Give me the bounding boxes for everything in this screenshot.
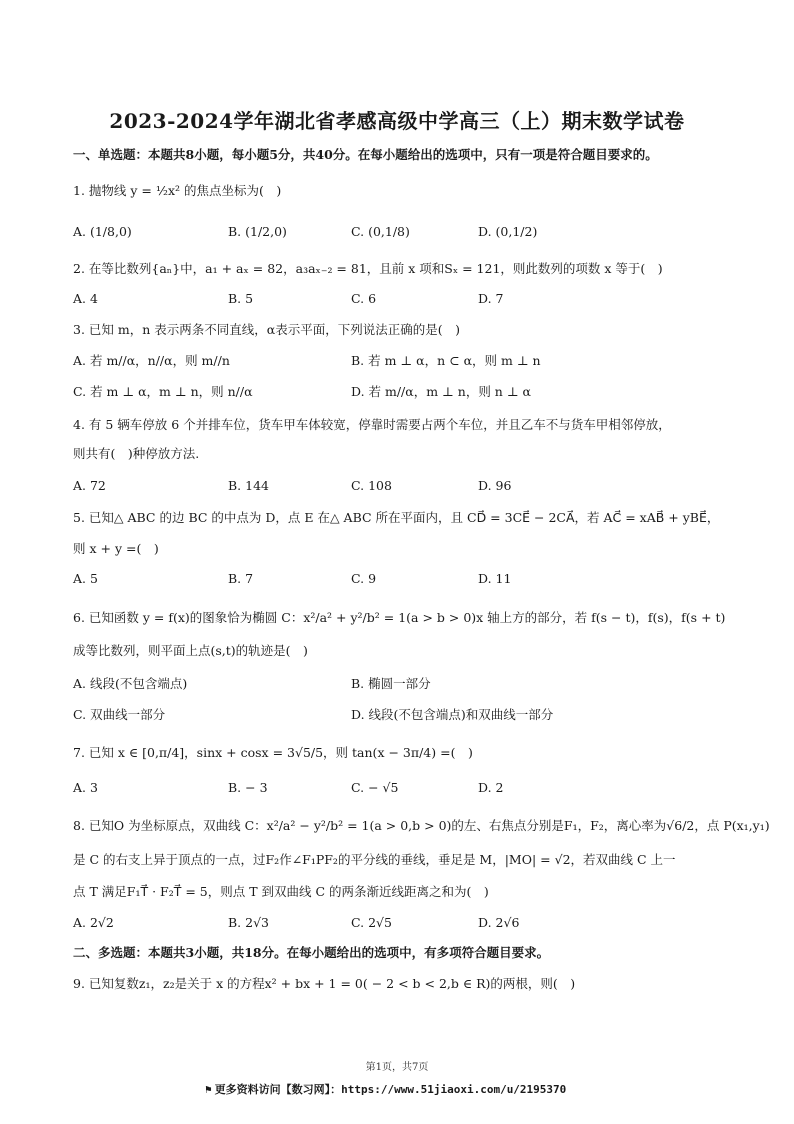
resource-banner-text: 更多资料访问【数习网】：https://www.51jiaoxi.com/u/2195370 — [214, 1083, 567, 1096]
q4-option-b: B. 144 — [228, 478, 269, 493]
q2-option-d: D. 7 — [478, 291, 504, 306]
q5-option-a: A. 5 — [73, 571, 98, 586]
flag-icon: ⚑ — [205, 1083, 212, 1096]
question-8-stem-line-3: 点 T 满足F₁T⃗ · F₂T⃗ = 5，则点 T 到双曲线 C 的两条渐近线距离之和为( ) — [73, 884, 489, 899]
question-5-stem-line-1: 5. 已知△ ABC 的边 BC 的中点为 D，点 E 在△ ABC 所在平面内，且 CD⃗ = 3CE⃗ − 2CA⃗，若 AC⃗ = xAB⃗ + yBE⃗， — [73, 510, 720, 525]
question-8-stem-line-2: 是 C 的右支上异于顶点的一点，过F₂作∠F₁PF₂的平分线的垂线，垂足是 M，|MO| = √2，若双曲线 C 上一 — [73, 852, 676, 867]
q8-option-d: D. 2√6 — [478, 915, 520, 930]
q4-option-d: D. 96 — [478, 478, 512, 493]
q6-option-c: C. 双曲线一部分 — [73, 707, 166, 722]
q2-option-c: C. 6 — [351, 291, 377, 306]
section-heading-multiple-choice: 二、多选题：本题共3小题，共18分。在每小题给出的选项中，有多项符合题目要求。 — [73, 945, 550, 960]
q3-option-a: A. 若 m//α，n//α，则 m//n — [73, 353, 230, 368]
page-title: 2023-2024学年湖北省孝感高级中学高三（上）期末数学试卷 — [109, 109, 685, 133]
question-5-stem-line-2: 则 x + y =( ) — [73, 541, 159, 556]
q6-option-b: B. 椭圆一部分 — [351, 676, 431, 691]
question-8-stem-line-1: 8. 已知O 为坐标原点，双曲线 C：x²/a² − y²/b² = 1(a > 0,b > 0)的左、右焦点分别是F₁，F₂，离心率为√6/2，点 P(x₁,y₁) — [73, 818, 770, 833]
q1-option-a: A. (1/8,0) — [73, 224, 132, 239]
q1-option-c: C. (0,1/8) — [351, 224, 410, 239]
q4-option-a: A. 72 — [73, 478, 106, 493]
q5-option-d: D. 11 — [478, 571, 512, 586]
q8-option-c: C. 2√5 — [351, 915, 392, 930]
section-heading-single-choice: 一、单选题：本题共8小题，每小题5分，共40分。在每小题给出的选项中，只有一项是符合题目要求的。 — [73, 147, 658, 162]
question-3-stem: 3. 已知 m，n 表示两条不同直线，α表示平面，下列说法正确的是( ) — [73, 322, 460, 337]
question-2-stem: 2. 在等比数列{aₙ}中，a₁ + aₓ = 82，a₃aₓ₋₂ = 81，且前 x 项和Sₓ = 121，则此数列的项数 x 等于( ) — [73, 261, 663, 276]
q6-option-a: A. 线段(不包含端点) — [73, 676, 188, 691]
q1-option-b: B. (1/2,0) — [228, 224, 287, 239]
question-6-stem-line-1: 6. 已知函数 y = f(x)的图象恰为椭圆 C：x²/a² + y²/b² = 1(a > b > 0)x 轴上方的部分，若 f(s − t)，f(s)，f(s + t) — [73, 610, 726, 625]
q4-option-c: C. 108 — [351, 478, 392, 493]
q1-option-d: D. (0,1/2) — [478, 224, 538, 239]
question-4-stem-line-2: 则共有( )种停放方法. — [73, 446, 200, 461]
question-7-stem: 7. 已知 x ∈ [0,π/4]，sinx + cosx = 3√5/5，则 tan(x − 3π/4) =( ) — [73, 745, 473, 760]
q3-option-d: D. 若 m//α，m ⊥ n，则 n ⊥ α — [351, 384, 531, 399]
question-1-stem: 1. 抛物线 y = ½x² 的焦点坐标为( ) — [73, 183, 282, 198]
q5-option-b: B. 7 — [228, 571, 254, 586]
resource-banner-link[interactable] — [205, 1081, 566, 1097]
q8-option-b: B. 2√3 — [228, 915, 270, 930]
page-number-footer: 第1页，共7页 — [365, 1062, 429, 1073]
question-9-stem: 9. 已知复数z₁，z₂是关于 x 的方程x² + bx + 1 = 0( − 2 < b < 2,b ∈ R)的两根，则( ) — [73, 976, 576, 991]
q6-option-d: D. 线段(不包含端点)和双曲线一部分 — [351, 707, 554, 722]
q7-option-d: D. 2 — [478, 780, 504, 795]
q5-option-c: C. 9 — [351, 571, 377, 586]
question-6-stem-line-2: 成等比数列，则平面上点(s,t)的轨迹是( ) — [73, 643, 308, 658]
q3-option-b: B. 若 m ⊥ α，n ⊂ α，则 m ⊥ n — [351, 353, 541, 368]
q7-option-c: C. − √5 — [351, 780, 399, 795]
q8-option-a: A. 2√2 — [73, 915, 114, 930]
q7-option-a: A. 3 — [73, 780, 98, 795]
q2-option-a: A. 4 — [73, 291, 98, 306]
q2-option-b: B. 5 — [228, 291, 254, 306]
q7-option-b: B. − 3 — [228, 780, 268, 795]
q3-option-c: C. 若 m ⊥ α，m ⊥ n，则 n//α — [73, 384, 253, 399]
question-4-stem-line-1: 4. 有 5 辆车停放 6 个并排车位，货车甲车体较宽，停靠时需要占两个车位，并且乙车不与货车甲相邻停放， — [73, 417, 671, 432]
